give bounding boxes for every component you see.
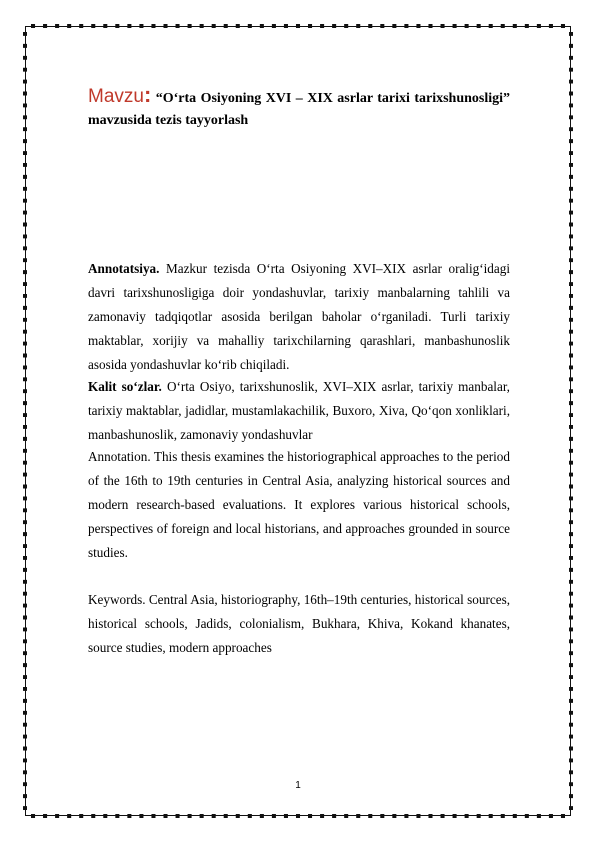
title-block xyxy=(88,84,510,132)
kalit-sozlar-paragraph xyxy=(88,375,510,447)
title-prefix: Mavzu xyxy=(88,86,144,107)
annotation-paragraph: Annotation. This thesis examines the historiographical approaches to the period of the 16th to 19th centuries in Central Asia, analyzing historical sources and modern research-based evaluations. It explores various historical schools, perspectives of foreign and local historians, and approaches grounded in source studies. xyxy=(88,449,510,560)
kalit-sozlar-text: O‘rta Osiyo, tarixshunoslik, XVI–XIX asrlar, tarixiy manbalar, tarixiy maktablar, jadidlar, mustamlakachilik, Buxoro, Xiva, Qo‘qon xonliklari, manbashunoslik, zamonaviy yondashuvlar xyxy=(88,379,510,442)
kalit-sozlar-label: Kalit so‘zlar. xyxy=(88,379,162,394)
keywords-paragraph: Keywords. Central Asia, historiography, 16th–19th centuries, historical sources, historical schools, Jadids, colonialism, Bukhara, Khiva, Kokand khanates, source studies, modern approaches xyxy=(88,592,510,655)
title-colon: : xyxy=(143,82,152,107)
page-title xyxy=(88,84,510,132)
annotatsiya-label: Annotatsiya. xyxy=(88,261,160,276)
annotatsiya-text: Mazkur tezisda O‘rta Osiyoning XVI–XIX asrlar oralig‘idagi davri tarixshunosligiga doir yondashuvlar, tarixiy manbalarning tahlili va zamonaviy tadqiqotlar asosida berilgan baholar o‘rganiladi. Turli tarixiy maktablar, xorijiy va mahalliy tarixchilarning qarashlari, manbashunoslik asosida yondashuvlar ko‘rib chiqiladi. xyxy=(88,261,510,372)
page-number: 1 xyxy=(295,780,301,791)
title-text: “O‘rta Osiyoning XVI – XIX asrlar tarixi tarixshunosligi” mavzusida tezis tayyorlash xyxy=(88,91,511,128)
annotatsiya-paragraph xyxy=(88,257,510,377)
